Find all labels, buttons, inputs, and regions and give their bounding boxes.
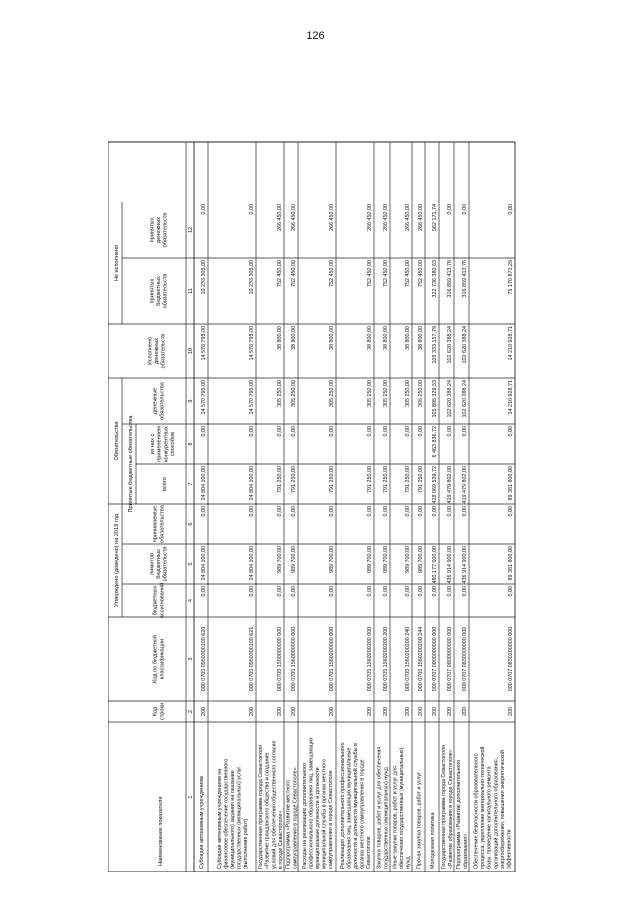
row-line-code: 200 <box>508 707 514 716</box>
column-number: 6 <box>188 522 195 526</box>
row-name: Молодежная политика <box>430 812 436 869</box>
row-value: 752 450,00 <box>405 260 411 287</box>
header-unexec-monetary: денежных <box>156 216 162 244</box>
row-value: 436 914 900,00 <box>462 546 468 584</box>
header-monetary-obligations: обязательства <box>159 382 166 420</box>
row-value: 102 620 388,24 <box>462 326 468 364</box>
row-name: (муниципального) задания на оказание <box>230 770 236 869</box>
header-unexecuted-group: Не исполнено <box>114 244 120 282</box>
row-line-code: 200 <box>418 707 424 716</box>
row-value: 305 250,00 <box>405 380 411 407</box>
column-number: 3 <box>188 657 195 661</box>
page-number: 126 <box>306 30 325 42</box>
row-line-code: 200 <box>201 707 207 716</box>
header-executed: обязательств <box>160 333 167 369</box>
row-value: 24 804 100,00 <box>249 546 255 581</box>
column-number: 7 <box>188 482 195 486</box>
row-value: 316 859 413,76 <box>462 260 468 298</box>
row-value: 266 450,00 <box>277 204 283 231</box>
row-name: Иные закупки товаров, работ и услуг для <box>392 766 399 869</box>
row-value: 0,00 <box>201 586 207 597</box>
row-value: 752 450,00 <box>367 260 373 287</box>
header-name: Наименование показателя <box>158 796 164 866</box>
header-unexec-budget: принятых <box>149 278 156 304</box>
row-value: 0,00 <box>383 506 389 517</box>
row-kbk: 000 0705 0950300100 621 <box>249 626 255 692</box>
row-value: 989 700,00 <box>291 546 297 573</box>
row-value: 0,00 <box>329 426 335 437</box>
header-limits: обязательств <box>162 546 169 582</box>
row-value: 0,00 <box>508 204 514 215</box>
row-line-code: 200 <box>405 707 411 716</box>
row-value: 0,00 <box>383 586 389 597</box>
row-name: Севастополе <box>366 836 373 869</box>
row-value: 0,00 <box>462 204 468 215</box>
row-name: условий для обеспечения общественного согласия <box>271 740 278 869</box>
row-line-code: 200 <box>367 707 373 716</box>
column-number: 10 <box>188 347 195 355</box>
row-value: 752 450,00 <box>329 260 335 287</box>
row-name: Подпрограмма «Развитие местного <box>285 779 292 869</box>
row-value: 305 250,00 <box>383 380 389 407</box>
row-value: 0,00 <box>249 506 255 517</box>
row-line-code: 200 <box>462 707 468 716</box>
row-value: 305 250,00 <box>277 380 283 407</box>
row-name: органах местного самоуправления в городе <box>359 759 366 869</box>
row-value: 989 700,00 <box>329 546 335 573</box>
row-value: 419 479 802,00 <box>462 466 468 504</box>
header-unexec-monetary: обязательств <box>162 212 169 248</box>
row-value: 436 914 900,00 <box>447 546 453 584</box>
row-name: базы, проведение капитального ремонта <box>486 766 493 869</box>
row-name: самоуправления в городе Севастополе» <box>292 767 299 869</box>
header-limits: лимитов <box>149 553 156 575</box>
row-kbk: 000 0705 1500000000 000 <box>277 626 283 692</box>
row-value: 752 450,00 <box>418 260 424 287</box>
row-value: 14 570 795,00 <box>201 326 207 361</box>
row-value: 24 804 100,00 <box>249 466 255 501</box>
row-name: Подпрограмма «Развитие дополнительного <box>456 759 463 869</box>
row-value: 0,00 <box>201 426 207 437</box>
row-value: 0,00 <box>201 506 207 517</box>
row-value: 0,00 <box>277 506 283 517</box>
row-value: 0,00 <box>432 506 438 517</box>
row-value: 38 800,00 <box>367 326 373 350</box>
rotated-table-page <box>108 66 586 872</box>
column-number: 8 <box>188 442 195 446</box>
row-value: 38 800,00 <box>383 326 389 350</box>
header-executed: денежных <box>154 337 160 365</box>
row-value: 102 620 388,24 <box>462 380 468 418</box>
row-name: в городе Севастополе» <box>277 810 284 869</box>
row-value: 989 700,00 <box>367 546 373 573</box>
row-kbk: 000 0707 0830200000 000 <box>508 626 514 692</box>
row-name: Прочая закупка товаров, работ и услуг <box>416 771 423 869</box>
row-name: профессионального образования лиц, замещающих <box>308 737 315 869</box>
row-value: 0,00 <box>367 426 373 437</box>
header-kbk: классификации <box>159 638 166 680</box>
row-name: муниципальной службы в органах местного <box>321 759 328 869</box>
row-value: 989 700,00 <box>383 546 389 573</box>
row-value: 0,00 <box>508 426 514 437</box>
row-value: 105 333 157,79 <box>432 326 438 364</box>
row-value: 0,00 <box>249 204 255 215</box>
row-value: 791 250,00 <box>383 466 389 493</box>
row-value: 0,00 <box>329 586 335 597</box>
row-value: 791 250,00 <box>291 466 297 493</box>
row-name: обеспечения государственных (муниципальных) <box>399 747 405 869</box>
header-approved-group: Утверждено (доведено) на 2019 год <box>114 513 120 608</box>
row-value: 791 250,00 <box>329 466 335 493</box>
row-value: 0,00 <box>277 426 283 437</box>
row-kbk: 000 0707 0800000000 000 <box>447 626 453 692</box>
row-name: Обеспечение безопасности образовательного <box>473 753 480 869</box>
header-kbk: Код по бюджетной <box>152 635 159 683</box>
row-value: 0,00 <box>462 586 468 597</box>
row-value: 14 570 795,00 <box>249 380 255 415</box>
row-value: 0,00 <box>291 426 297 437</box>
row-value: 791 250,00 <box>277 466 283 493</box>
header-competitive: применением <box>156 426 163 462</box>
header-obligations-group: Обязательства <box>114 421 120 461</box>
header-executed: Исполнено <box>147 336 154 366</box>
row-name: Расходы на реализацию дополнительного <box>301 763 308 869</box>
header-monetary-obligations: денежные <box>152 387 159 415</box>
budget-table <box>108 66 586 872</box>
row-value: 38 800,00 <box>277 326 283 350</box>
row-value: 266 450,00 <box>291 204 297 231</box>
row-kbk: 000 0705 1560200200 000 <box>367 626 373 692</box>
row-value: 0,00 <box>249 586 255 597</box>
row-value: 305 250,00 <box>367 380 373 407</box>
row-value: 752 450,00 <box>383 260 389 287</box>
column-number: 12 <box>188 226 195 234</box>
row-value: 266 450,00 <box>367 204 373 231</box>
header-competitive: способов <box>169 431 176 457</box>
column-number: 2 <box>188 709 195 714</box>
row-name: Субсидии автономным учреждениям на <box>216 768 223 869</box>
row-value: 38 800,00 <box>418 326 424 350</box>
row-value: 989 700,00 <box>418 546 424 573</box>
row-value: 0,00 <box>418 586 424 597</box>
row-value: 0,00 <box>405 586 411 597</box>
row-name: государственных (муниципальных) нужд <box>383 767 390 869</box>
row-line-code: 200 <box>277 707 283 716</box>
row-value: 10 233 305,00 <box>249 260 255 295</box>
header-planned-obligations: обязательства <box>159 505 166 543</box>
row-name: должности и должности муниципальной службы в <box>353 743 359 869</box>
row-value: 0,00 <box>291 586 297 597</box>
row-name: образования лиц, замещающих муниципальные <box>346 747 353 869</box>
row-value: 102 620 388,24 <box>447 380 453 418</box>
row-value: 38 800,00 <box>405 326 411 350</box>
row-value: 0,00 <box>447 586 453 597</box>
row-value: 480 177 000,00 <box>432 546 438 584</box>
row-value: 0,00 <box>201 204 207 215</box>
row-value: 0,00 <box>405 506 411 517</box>
row-value: 305 250,00 <box>329 380 335 407</box>
row-name: Государственная программа города Севастополя <box>441 744 448 869</box>
row-line-code: 200 <box>291 707 297 716</box>
row-value: 10 233 305,00 <box>201 260 207 295</box>
row-name: «Развитие образования в городе Севастополе» <box>447 749 454 869</box>
row-kbk: 000 0705 1560200200 200 <box>383 626 389 692</box>
row-value: 89 381 800,00 <box>508 546 514 581</box>
column-number: 11 <box>188 288 195 294</box>
column-number: 5 <box>188 562 195 566</box>
row-value: 562 171,74 <box>432 204 438 231</box>
header-planned-obligations: принимаемые <box>152 505 159 543</box>
row-value: 791 250,00 <box>405 466 411 493</box>
row-kbk: 000 0707 0000000000 000 <box>432 626 438 692</box>
row-value: 305 250,00 <box>291 380 297 407</box>
row-name: муниципальные должности и должности <box>315 767 321 869</box>
row-value: 266 450,00 <box>329 204 335 231</box>
row-kbk: 000 0705 1560200200 240 <box>405 626 411 692</box>
row-line-code: 200 <box>383 707 389 716</box>
row-value: 0,00 <box>418 426 424 437</box>
row-name: самоуправления в городе Севастополе <box>328 770 335 869</box>
row-value: 0,00 <box>432 586 438 597</box>
row-line-code: 200 <box>249 707 255 716</box>
column-number: 4 <box>188 598 195 603</box>
row-value: 989 700,00 <box>277 546 283 573</box>
row-value: 6 463 836,72 <box>432 426 438 458</box>
row-name: нужд <box>405 856 412 869</box>
row-name: «Развитие гражданского общества и создание <box>264 752 271 869</box>
row-value: 38 800,00 <box>329 326 335 350</box>
row-value: 0,00 <box>508 586 514 597</box>
row-value: 14 570 795,00 <box>249 326 255 361</box>
row-value: 0,00 <box>447 204 453 215</box>
header-line-code: строки <box>159 702 166 721</box>
row-name: Реализация дополнительного профессионального <box>339 742 346 869</box>
row-kbk: 000 0705 0950300100 620 <box>201 626 207 692</box>
row-value: 0,00 <box>508 506 514 517</box>
row-line-code: 200 <box>329 707 335 716</box>
row-kbk: 000 0705 1560200200 244 <box>418 626 424 692</box>
header-total: всего <box>162 477 168 491</box>
row-value: 14 210 928,71 <box>508 326 514 361</box>
row-value: 0,00 <box>447 426 453 437</box>
row-value: 0,00 <box>462 426 468 437</box>
row-line-code: 200 <box>447 707 453 716</box>
row-value: 0,00 <box>277 586 283 597</box>
header-limits: бюджетных <box>156 549 162 579</box>
header-unexec-monetary: принятых <box>149 217 156 243</box>
row-value: 0,00 <box>329 506 335 517</box>
row-value: 38 800,00 <box>291 326 297 350</box>
row-name: энергосбережения, повышения энергетической <box>499 750 506 869</box>
row-value: 791 250,00 <box>367 466 373 493</box>
row-value: 316 859 413,76 <box>447 260 453 298</box>
column-number: 9 <box>188 399 195 403</box>
header-line-code: Код <box>152 706 159 717</box>
header-unexec-budget: обязательств <box>162 273 169 309</box>
row-value: 105 895 329,53 <box>432 380 438 418</box>
row-name: организаций дополнительного образования, <box>493 757 500 869</box>
header-unexec-budget: бюджетных <box>156 276 162 306</box>
header-competitive: из них с <box>150 433 157 455</box>
row-name: образования» <box>462 833 469 869</box>
row-value: 75 170 871,29 <box>508 260 514 295</box>
row-name: (выполнение работ) <box>243 818 250 869</box>
row-value: 266 450,00 <box>383 204 389 231</box>
row-value: 752 450,00 <box>277 260 283 287</box>
row-value: 14 570 795,00 <box>201 380 207 415</box>
row-kbk: 000 0705 1560000000 000 <box>291 626 297 692</box>
row-value: 752 450,00 <box>291 260 297 287</box>
row-value: 0,00 <box>405 426 411 437</box>
row-value: 0,00 <box>462 506 468 517</box>
row-value: 89 381 800,00 <box>508 466 514 501</box>
row-value: 419 479 802,00 <box>447 466 453 504</box>
row-name: Субсидии автономным учреждениям <box>199 776 205 869</box>
row-value: 0,00 <box>249 426 255 437</box>
header-budget-allocations: ассигнований <box>159 582 166 619</box>
header-budget-allocations: бюджетных <box>152 585 159 616</box>
row-value: 0,00 <box>447 506 453 517</box>
row-value: 266 450,00 <box>418 204 424 231</box>
row-value: 0,00 <box>367 506 373 517</box>
row-value: 0,00 <box>367 586 373 597</box>
row-name: государственных (муниципальных) услуг <box>236 766 243 869</box>
row-name: эффективности <box>506 829 513 869</box>
row-value: 989 700,00 <box>405 546 411 573</box>
row-value: 428 069 539,72 <box>432 466 438 504</box>
row-value: 0,00 <box>291 506 297 517</box>
row-value: 14 210 928,71 <box>508 380 514 415</box>
row-value: 322 736 380,63 <box>432 260 438 298</box>
column-number: 1 <box>188 795 195 799</box>
row-line-code: 200 <box>432 707 438 716</box>
row-name: Государственная программа города Севастополя <box>258 744 265 869</box>
row-value: 24 804 100,00 <box>201 466 207 501</box>
row-value: 102 620 388,24 <box>447 326 453 364</box>
row-kbk: 000 0707 0830000000 000 <box>462 626 468 692</box>
row-value: 24 804 100,00 <box>201 546 207 581</box>
row-name: процесса, укрепление материально-технической <box>480 746 487 869</box>
row-value: 791 250,00 <box>418 466 424 493</box>
row-name: финансовое обеспечение государственного <box>223 758 230 869</box>
row-value: 305 250,00 <box>418 380 424 407</box>
row-value: 0,00 <box>418 506 424 517</box>
row-kbk: 000 0705 1560200000 000 <box>329 626 335 692</box>
row-value: 0,00 <box>383 426 389 437</box>
header-competitive: конкурентных <box>163 426 170 462</box>
header-accepted-group: Принятые бюджетные обязательства <box>128 415 134 513</box>
row-name: Закупка товаров, работ и услуг для обеспечения <box>376 746 383 869</box>
row-value: 266 450,00 <box>405 204 411 231</box>
